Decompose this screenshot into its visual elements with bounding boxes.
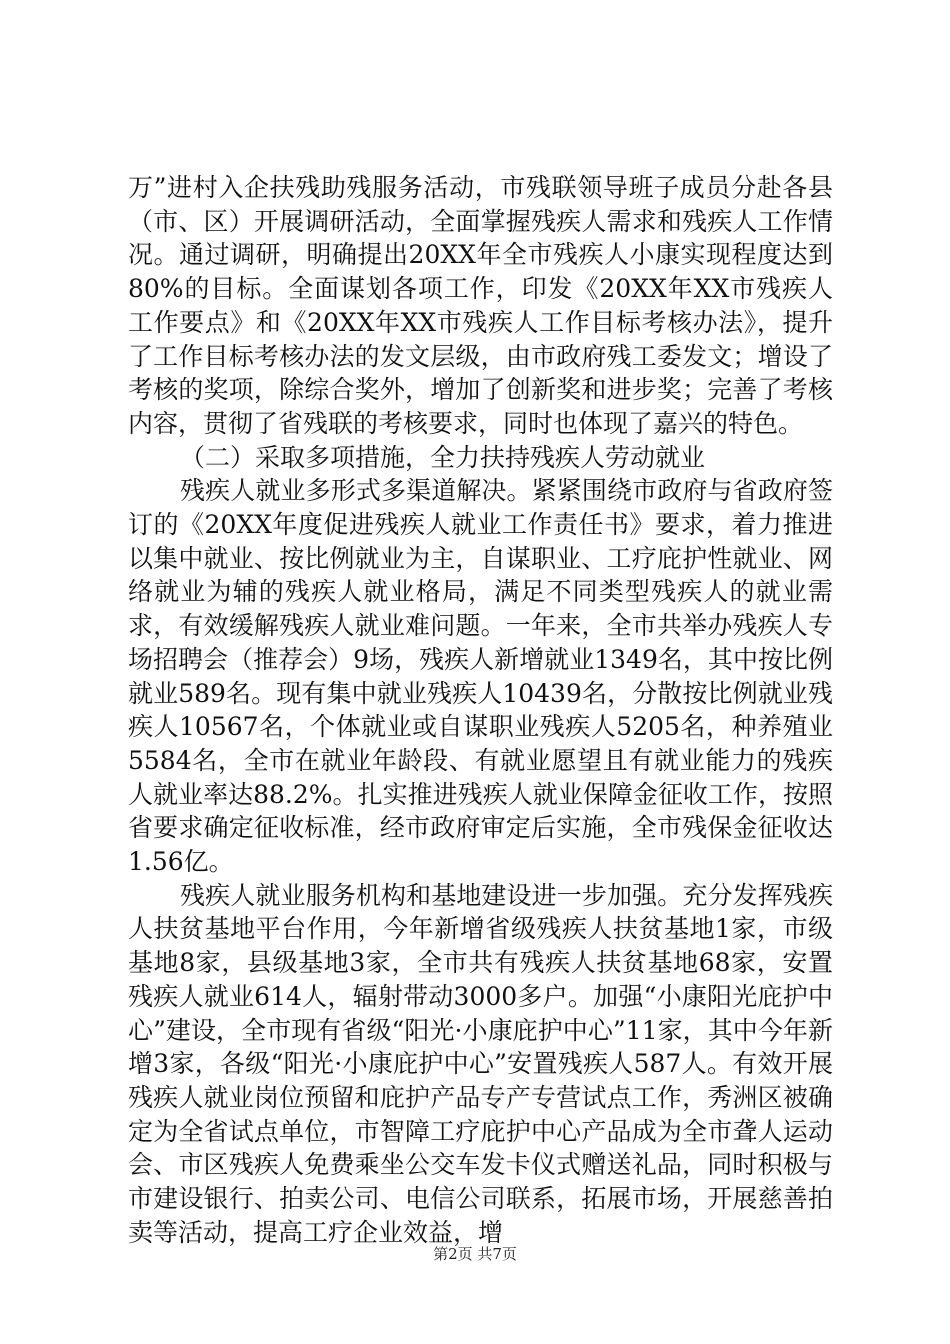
body-paragraph-employment: 残疾人就业多形式多渠道解决。紧紧围绕市政府与省政府签订的《20XX年度促进残疾人就业工作责任书》要求，着力推进以集中就业、按比例就业为主，自谋职业、工疗庇护性就业、网络就业为辅的残疾人就业格局，满足不同类型残疾人的就业需求，有效缓解残疾人就业难问题。一年来，全市共举办残疾人专场招聘会（推荐会）9场，残疾人新增就业1349名，其中按比例就业589名。现有集中就业残疾人10439名，分散按比例就业残疾人10567名，个体就业或自谋职业残疾人5205名，种养殖业5584名，全市在就业年龄段、有就业愿望且有就业能力的残疾人就业率达88.2%。扎实推进残疾人就业保障金征收工作，按照省要求确定征收标准，经市政府审定后实施，全市残保金征收达1.56亿。 <box>128 476 833 877</box>
document-body <box>128 171 833 1250</box>
section-heading: （二）采取多项措施，全力扶持残疾人劳动就业 <box>180 442 706 472</box>
body-paragraph-base-construction: 残疾人就业服务机构和基地建设进一步加强。充分发挥残疾人扶贫基地平台作用，今年新增省级残疾人扶贫基地1家，市级基地8家，县级基地3家，全市共有残疾人扶贫基地68家，安置残疾人就业614人，辐射带动3000多户。加强“小康阳光庇护中心”建设，全市现有省级“阳光·小康庇护中心”11家，其中今年新增3家，各级“阳光·小康庇护中心”安置残疾人587人。有效开展残疾人就业岗位预留和庇护产品专产专营试点工作，秀洲区被确定为全省试点单位，市智障工疗庇护中心产品成为全市聋人运动会、市区残疾人免费乘坐公交车发卡仪式赠送礼品，同时积极与市建设银行、拍卖公司、电信公司联系，拓展市场，开展慈善拍卖等活动，提高工疗企业效益，增 <box>128 880 833 1247</box>
body-paragraph-continued: 万”进村入企扶残助残服务活动，市残联领导班子成员分赴各县（市、区）开展调研活动，全面掌握残疾人需求和残疾人工作情况。通过调研，明确提出20XX年全市残疾人小康实现程度达到80%的目标。全面谋划各项工作，印发《20XX年XX市残疾人工作要点》和《20XX年XX市残疾人工作目标考核办法》，提升了工作目标考核办法的发文层级，由市政府残工委发文；增设了考核的奖项，除综合奖外，增加了创新奖和进步奖；完善了考核内容，贯彻了省残联的考核要求，同时也体现了嘉兴的特色。 <box>128 173 833 438</box>
page-number-footer: 第2页 共7页 <box>433 1245 517 1263</box>
